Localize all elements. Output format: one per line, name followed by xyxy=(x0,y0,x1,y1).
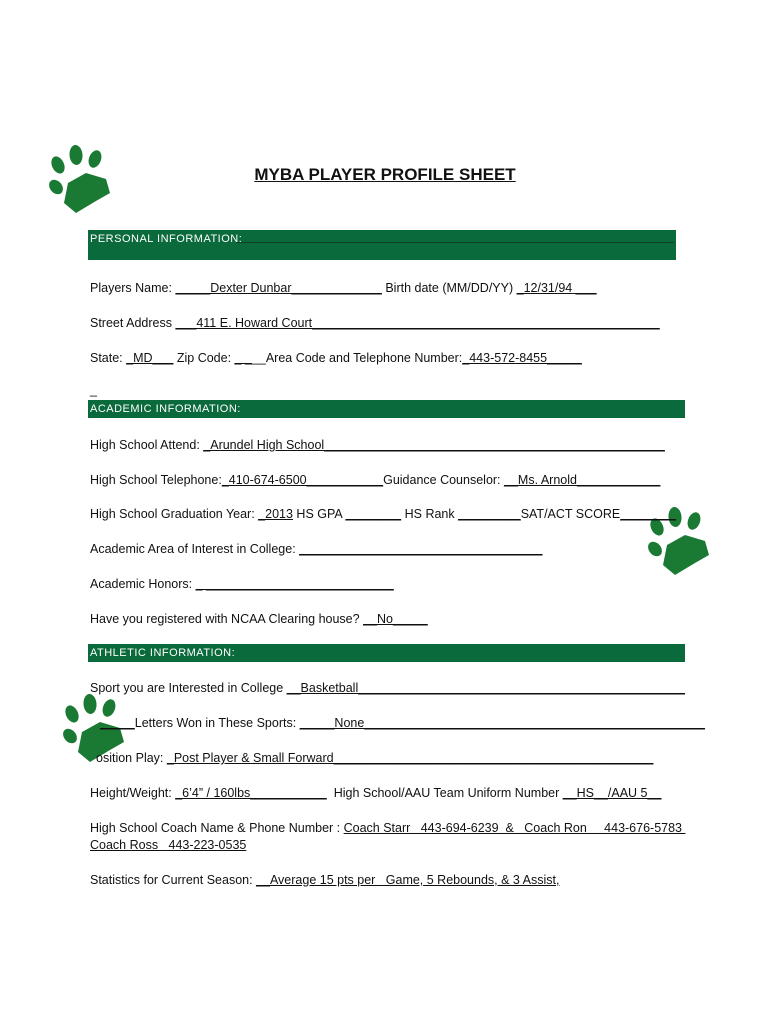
sport-label: Sport you are Interested in College xyxy=(90,681,287,695)
height-weight-label: Height/Weight: xyxy=(90,786,176,800)
letters-prefix: _____ xyxy=(100,716,135,730)
sport-field[interactable]: __Basketball_______________________________________________ xyxy=(286,681,685,695)
coach-row-2 xyxy=(90,837,246,853)
school-phone-row xyxy=(90,472,660,488)
honors-label: Academic Honors: xyxy=(90,577,196,591)
section-label: ATHLETIC INFORMATION: xyxy=(90,647,236,659)
gpa-field[interactable]: ________ xyxy=(345,507,402,521)
divider xyxy=(236,242,674,243)
ncaa-field[interactable]: __No_____ xyxy=(363,612,428,626)
school-phone-label: High School Telephone: xyxy=(90,473,222,487)
position-label: osition Play: xyxy=(96,751,167,765)
height-weight-field[interactable]: _6’4” / 160lbs___________ xyxy=(175,786,327,800)
sport-row xyxy=(90,680,685,696)
section-header-athletic xyxy=(88,644,685,662)
page-title: MYBA PLAYER PROFILE SHEET xyxy=(254,165,516,184)
honors-row xyxy=(90,576,394,592)
honors-field[interactable]: _ ___________________________ xyxy=(195,577,394,591)
letters-field[interactable]: _____None_________________________________________________ xyxy=(299,716,705,730)
school-phone-field[interactable]: _410-674-6500___________ xyxy=(221,473,384,487)
height-weight-row xyxy=(90,785,661,801)
section-header-personal xyxy=(88,230,676,260)
rank-field[interactable]: _________ xyxy=(458,507,521,521)
birth-date-label: Birth date (MM/DD/YY) xyxy=(381,281,517,295)
birth-date-tail: ___ xyxy=(572,281,597,295)
graduation-label: High School Graduation Year: xyxy=(90,507,259,521)
section-header-academic xyxy=(88,400,685,418)
phone-field[interactable]: _443-572-8455_____ xyxy=(462,351,582,365)
state-zip-phone-row xyxy=(90,350,582,366)
counselor-label: Guidance Counselor: xyxy=(383,473,504,487)
uniform-field[interactable]: __HS__/AAU 5__ xyxy=(562,786,662,800)
sat-label: SAT/ACT SCORE xyxy=(520,507,621,521)
players-name-row xyxy=(90,280,597,296)
section-label: PERSONAL INFORMATION: xyxy=(90,233,243,245)
stats-field[interactable]: __Average 15 pts per Game, 5 Rebounds, & 3 Assist, xyxy=(256,873,560,887)
street-address-row xyxy=(90,315,660,331)
coach-field[interactable]: Coach Starr 443-694-6239 & Coach Ron 443-676-5783 xyxy=(343,821,686,835)
street-address-field[interactable]: ___411 E. Howard Court__________________________________________________ xyxy=(175,316,660,330)
letters-label: Letters Won in These Sports: xyxy=(134,716,300,730)
zip-field[interactable]: _ _ xyxy=(234,351,252,365)
stray-underscore: _ xyxy=(90,383,97,397)
graduation-row xyxy=(90,506,676,522)
state-field[interactable]: _MD___ xyxy=(126,351,174,365)
players-name-field[interactable]: _____Dexter Dunbar_____________ xyxy=(175,281,382,295)
players-name-label: Players Name: xyxy=(90,281,176,295)
letters-row xyxy=(100,715,705,731)
ncaa-row xyxy=(90,611,428,627)
coach-row xyxy=(90,820,686,836)
uniform-label: High School/AAU Team Uniform Number xyxy=(326,786,563,800)
coach-field-2[interactable]: Coach Ross 443-223-0535 xyxy=(90,838,247,852)
interest-field[interactable]: ___________________________________ xyxy=(299,542,543,556)
position-field[interactable]: _Post Player & Small Forward______________________________________________ xyxy=(166,751,654,765)
birth-date-field[interactable]: _12/31/94 xyxy=(516,281,573,295)
high-school-label: High School Attend: xyxy=(90,438,204,452)
interest-label: Academic Area of Interest in College: xyxy=(90,542,300,556)
graduation-field[interactable]: _2013 xyxy=(258,507,293,521)
zip-label: Zip Code: xyxy=(173,351,235,365)
high-school-row xyxy=(90,437,665,453)
counselor-field[interactable]: __Ms. Arnold____________ xyxy=(504,473,661,487)
gpa-label: HS GPA xyxy=(292,507,346,521)
sat-field[interactable]: ________ xyxy=(620,507,676,521)
position-row xyxy=(96,750,653,766)
high-school-field[interactable]: _Arundel High School_________________________________________________ xyxy=(203,438,665,452)
street-address-label: Street Address xyxy=(90,316,176,330)
section-label: ACADEMIC INFORMATION: xyxy=(90,403,241,415)
phone-label: __Area Code and Telephone Number: xyxy=(251,351,463,365)
state-label: State: xyxy=(90,351,127,365)
stats-label: Statistics for Current Season: xyxy=(90,873,257,887)
rank-label: HS Rank xyxy=(401,507,459,521)
coach-label: High School Coach Name & Phone Number : xyxy=(90,821,344,835)
interest-row xyxy=(90,541,542,557)
stats-row xyxy=(90,872,559,888)
ncaa-label: Have you registered with NCAA Clearing house? xyxy=(90,612,364,626)
